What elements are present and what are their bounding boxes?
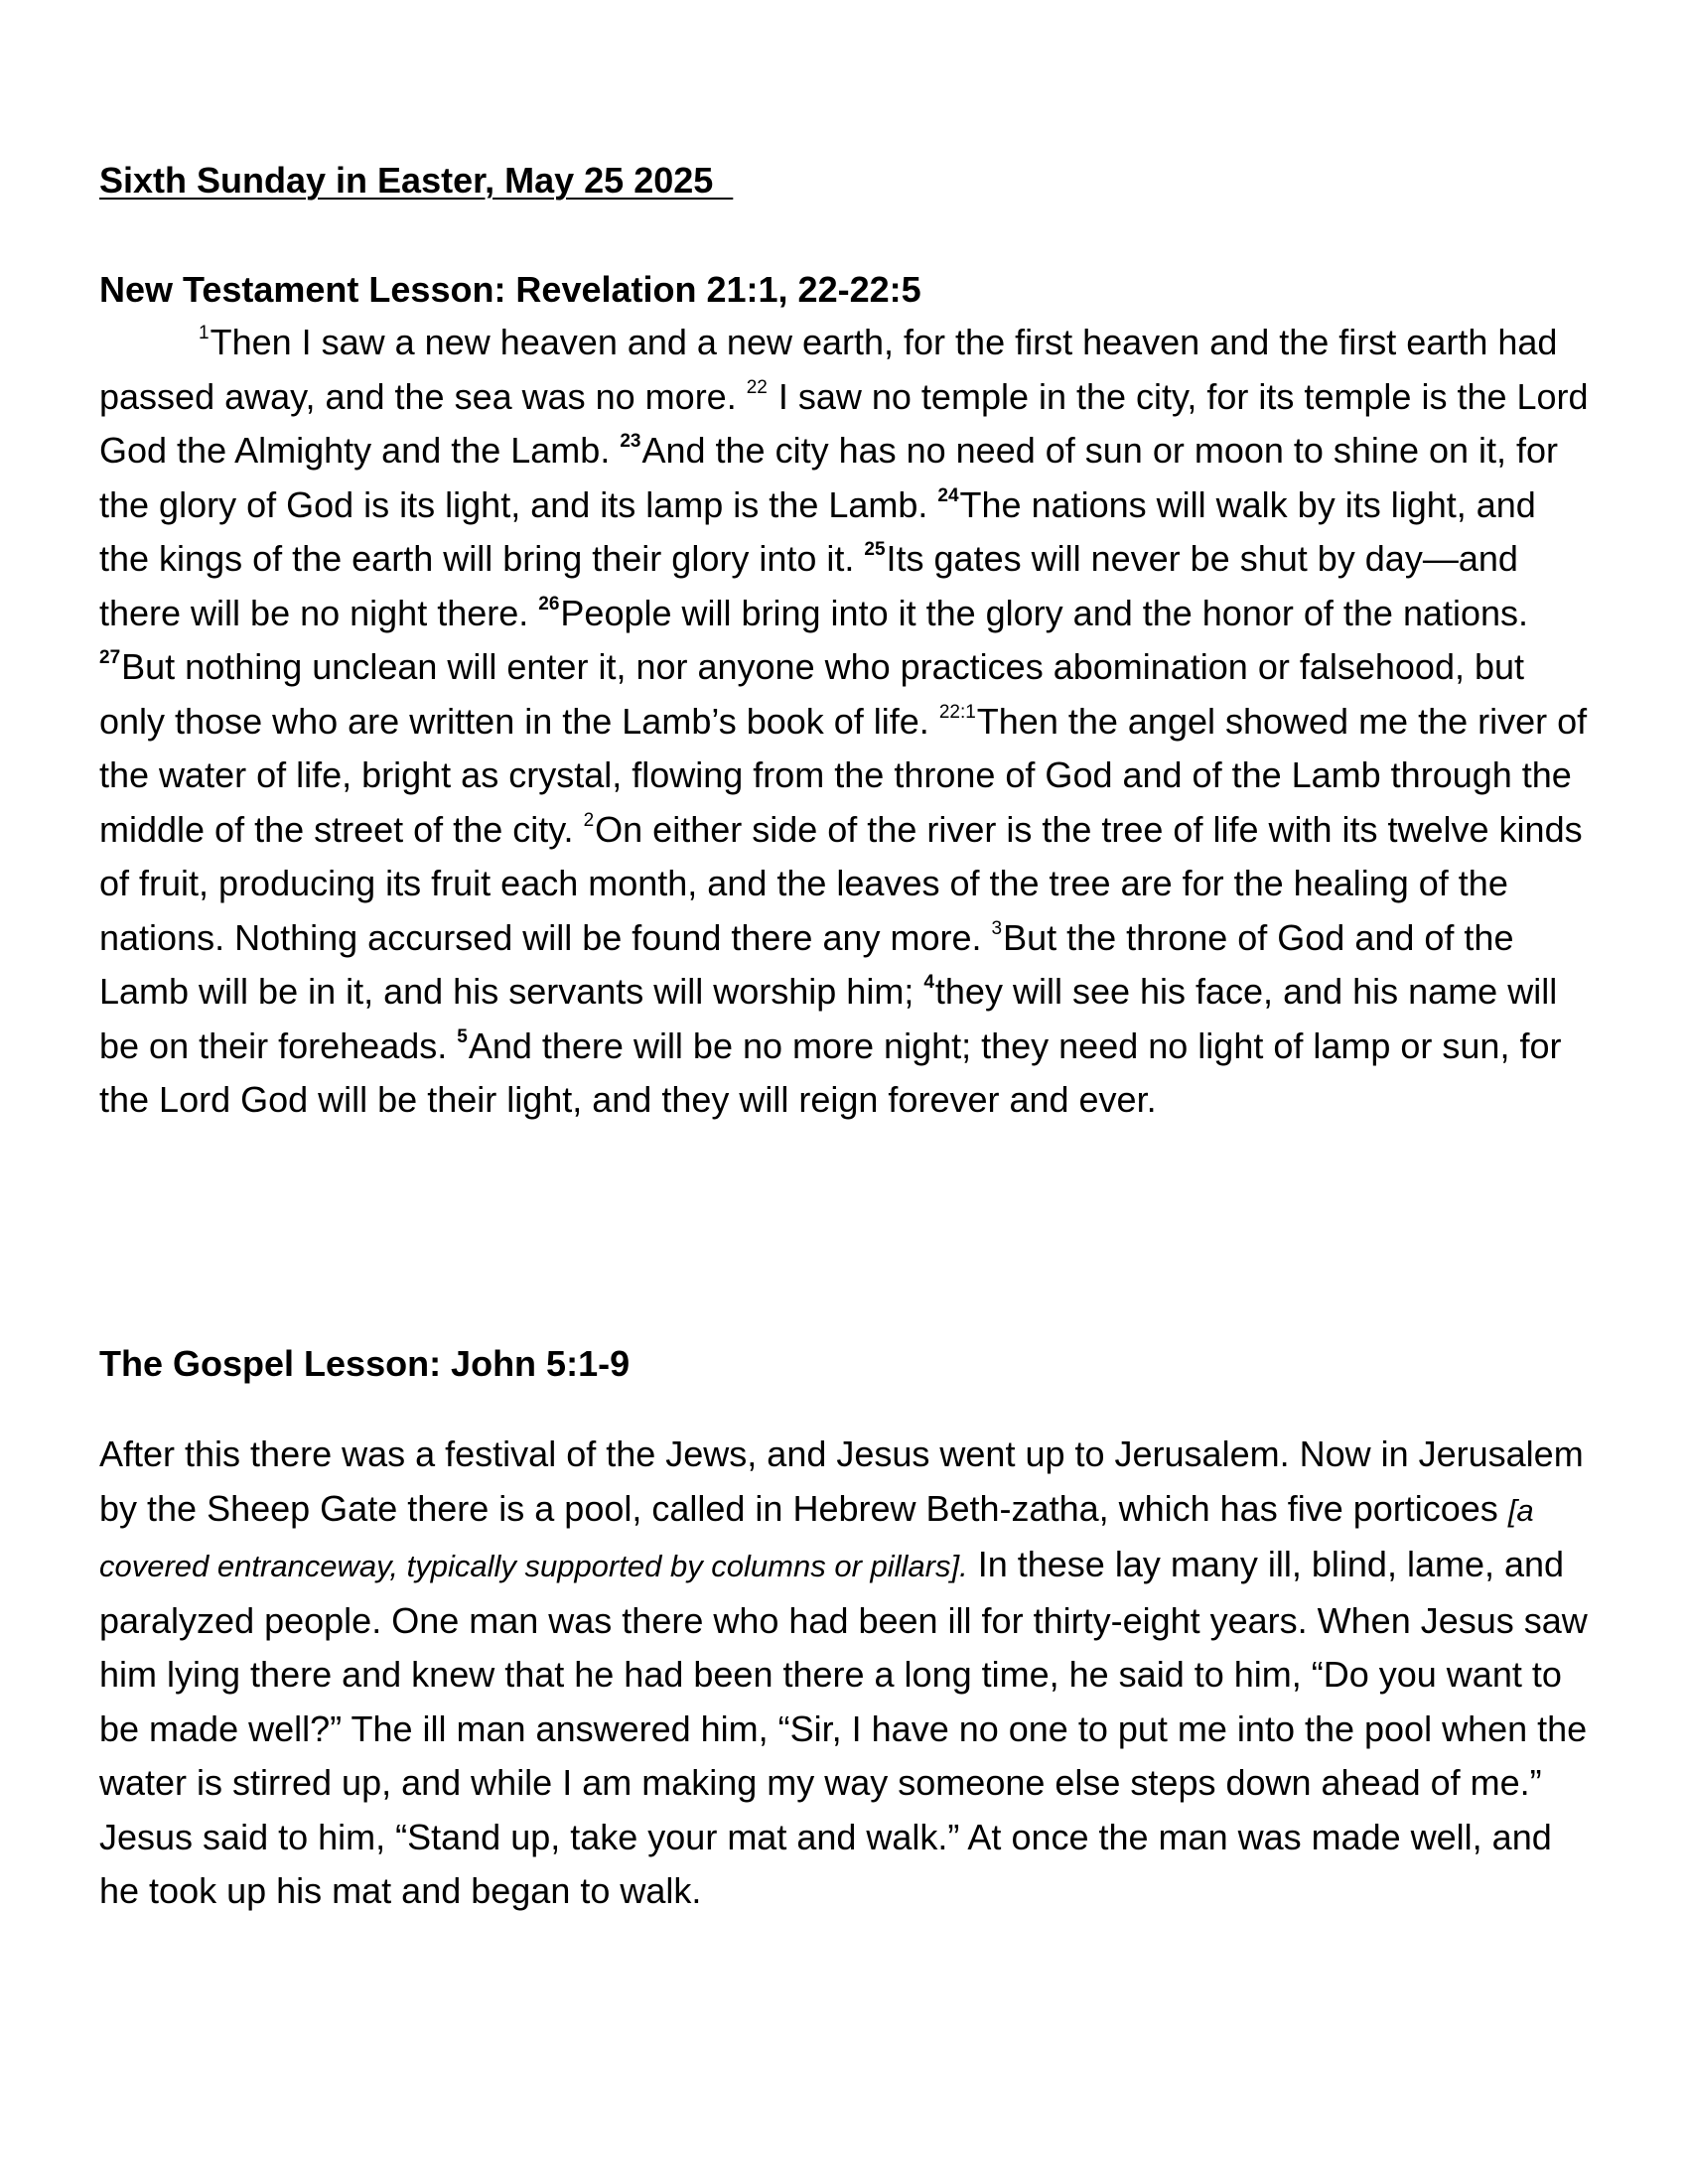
gospel-text: After this there was a festival of the Jews, and Jesus went up to Jerusalem. Now in Jerusalem by the Sheep Gate there is a pool, called in Hebrew Beth-zatha, which has five porticoes xyxy=(99,1433,1584,1529)
verse-number: 26 xyxy=(538,593,560,614)
verse-text: But the throne of God and of the Lamb will be in it, and his servants will worship him; xyxy=(99,916,1514,1012)
new-testament-heading: New Testament Lesson: Revelation 21:1, 22-22:5 xyxy=(99,269,921,310)
verse-text: And the city has no need of sun or moon to shine on it, for the glory of God is its light, and its lamp is the Lamb. xyxy=(99,430,1559,525)
verse-text: Then I saw a new heaven and a new earth, for the first heaven and the first earth had passed away, and the sea was no more. xyxy=(99,322,1558,417)
document-page xyxy=(99,0,1589,2184)
verse-number: 2 xyxy=(583,809,595,831)
gospel-text: In these lay many ill, blind, lame, and paralyzed people. One man was there who had been ill for thirty-eight years. When Jesus saw him lying there and knew that he had been there a long time, he said to him, “Do you want to be made well?” The ill man answered him, “Sir, I have no one to put me into the pool when the water is stirred up, and while I am making my way someone else steps down ahead of me.” Jesus said to him, “Stand up, take your mat and walk.” At once the man was made well, and he took up his mat and began to walk. xyxy=(99,1544,1588,1911)
verse-number: 27 xyxy=(99,647,121,668)
verse-text: The nations will walk by its light, and the kings of the earth will bring their glory into it. xyxy=(99,483,1536,579)
verse-number: 5 xyxy=(457,1025,468,1047)
verse-number: 4 xyxy=(923,972,934,993)
verse-text: People will bring into it the glory and the honor of the nations. xyxy=(560,592,1529,633)
verse-text: On either side of the river is the tree of life with its twelve kinds of fruit, producing its fruit each month, and the leaves of the tree are for the healing of the nations. Nothing accursed will be found there any more. xyxy=(99,808,1583,958)
verse-number: 1 xyxy=(199,323,210,343)
verse-number: 24 xyxy=(937,484,959,506)
verse-text: they will see his face, and his name will be on their foreheads. xyxy=(99,971,1558,1066)
gospel-heading: The Gospel Lesson: John 5:1-9 xyxy=(99,1343,631,1384)
verse-text: I saw no temple in the city, for its temple is the Lord God the Almighty and the Lamb. xyxy=(99,375,1589,471)
gospel-note: [a covered entranceway, typically supported by columns or pillars]. xyxy=(99,1492,1534,1583)
verse-text: But nothing unclean will enter it, nor anyone who practices abomination or falsehood, but only those who are written in the Lamb’s book of life. xyxy=(99,646,1525,742)
verse-text: And there will be no more night; they need no light of lamp or sun, for the Lord God will be their light, and they will reign forever and ever. xyxy=(99,1024,1562,1120)
verse-text: Then the angel showed me the river of the water of life, bright as crystal, flowing from the throne of God and of the Lamb through the middle of the street of the city. xyxy=(99,700,1588,850)
verse-text: Its gates will never be shut by day—and there will be no night there. xyxy=(99,538,1518,633)
page-title: Sixth Sunday in Easter, May 25 2025 xyxy=(99,160,734,201)
gospel-passage xyxy=(99,1428,1589,1919)
verse-number: 22:1 xyxy=(938,701,976,723)
verse-number: 23 xyxy=(620,431,641,452)
verse-number: 25 xyxy=(864,539,886,560)
verse-number: 22 xyxy=(746,376,768,398)
verse-number: 3 xyxy=(991,917,1003,939)
new-testament-passage xyxy=(99,316,1589,1128)
